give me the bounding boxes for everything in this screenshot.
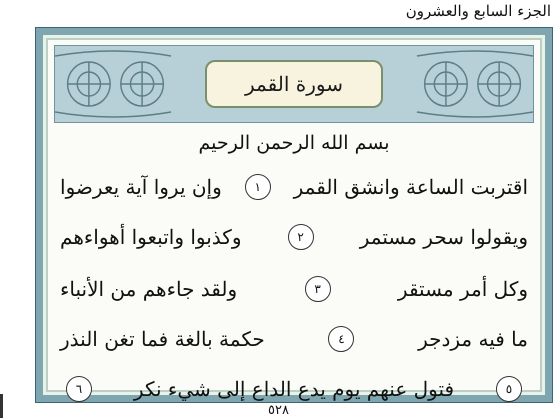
basmala: بسم الله الرحمن الرحيم xyxy=(198,132,390,154)
ayah-line-1 xyxy=(60,164,528,210)
ayah-segment: ويقولوا سحر مستمر xyxy=(359,225,528,249)
ayah-segment: وإن يروا آية يعرضوا xyxy=(60,175,222,199)
ayah-segment: اقتربت الساعة وانشق القمر xyxy=(293,175,528,199)
ayah-segment: وكل أمر مستقر xyxy=(397,277,528,301)
ayah-segment: ما فيه مزدجر xyxy=(418,327,528,351)
page-inner xyxy=(46,38,542,401)
text-area xyxy=(60,132,528,401)
ayah-segment: ولقد جاءهم من الأنباء xyxy=(60,277,238,301)
ayah-segment: وكذبوا واتبعوا أهواءهم xyxy=(60,225,242,249)
ayah-segment: فتول عنهم يوم يدع الداع إلى شيء نكر xyxy=(133,377,455,401)
ayah-marker: ٢ xyxy=(288,224,314,250)
ayah-segment: حكمة بالغة فما تغن النذر xyxy=(60,327,265,351)
ayah-marker: ٥ xyxy=(496,376,522,402)
ayah-marker: ٦ xyxy=(66,376,92,402)
page-frame xyxy=(36,28,552,402)
page-number: ٥٢٨ xyxy=(268,403,289,418)
surah-title: سورة القمر xyxy=(245,72,343,96)
ayah-marker: ٣ xyxy=(305,276,331,302)
ayah-marker: ١ xyxy=(245,174,271,200)
surah-title-box xyxy=(205,60,383,108)
ayah-line-2 xyxy=(60,214,528,260)
juz-label: الجزء السابع والعشرون xyxy=(405,2,551,20)
surah-header xyxy=(54,45,534,123)
ayah-line-4 xyxy=(60,316,528,362)
ayah-line-3 xyxy=(60,266,528,312)
ayah-marker: ٤ xyxy=(328,326,354,352)
